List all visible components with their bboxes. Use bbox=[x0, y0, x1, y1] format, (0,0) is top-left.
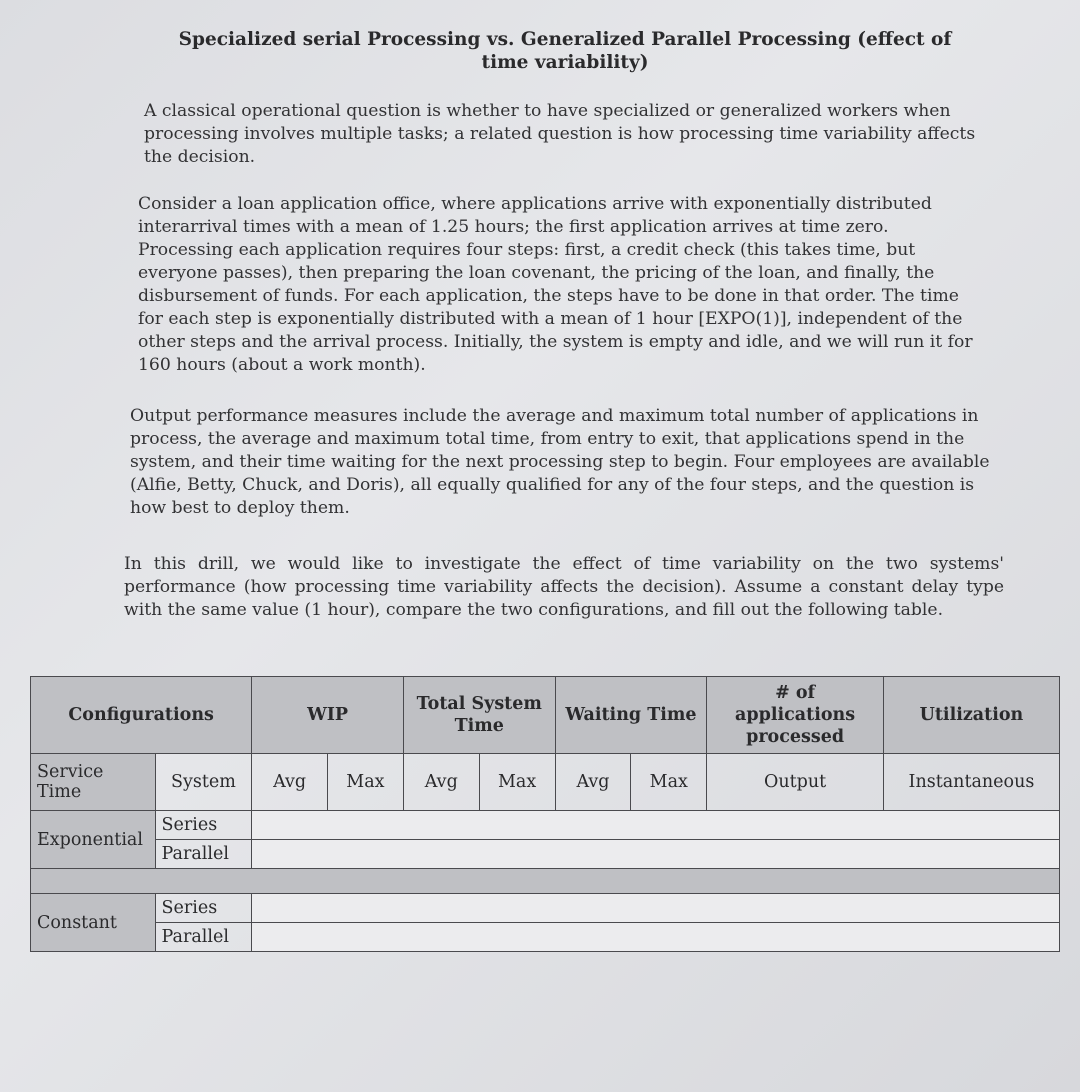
empty-cell[interactable] bbox=[252, 923, 1060, 952]
results-table bbox=[30, 676, 1060, 952]
subheader-output: Output bbox=[707, 754, 884, 811]
empty-cell[interactable] bbox=[252, 840, 1060, 869]
separator-cell bbox=[31, 869, 1060, 894]
row-system-parallel: Parallel bbox=[155, 923, 252, 952]
header-waiting-time: Waiting Time bbox=[555, 677, 707, 754]
paragraph-measures: Output performance measures include the average and maximum total number of applications in process, the average and maximum total time, from entry to exit, that applications spend in the system, and their time waiting for the next processing step to begin. Four employees are available (Alfie, Betty, Chuck, and Doris), all equally qualified for any of the four steps, and the question is how best to deploy them. bbox=[130, 406, 990, 518]
row-label-exponential: Exponential bbox=[31, 811, 156, 869]
row-system-series: Series bbox=[155, 894, 252, 923]
subheader-tst-avg: Avg bbox=[403, 754, 479, 811]
paragraph-intro: A classical operational question is whether to have specialized or generalized workers when processing involves multiple tasks; a related question is how processing time variability affects the decision. bbox=[144, 101, 976, 167]
header-total-system-time: Total System Time bbox=[403, 677, 555, 754]
header-wip: WIP bbox=[252, 677, 404, 754]
subheader-wip-max: Max bbox=[327, 754, 403, 811]
subheader-wip-avg: Avg bbox=[252, 754, 328, 811]
table-row bbox=[31, 923, 1060, 952]
row-system-parallel: Parallel bbox=[155, 840, 252, 869]
header-utilization: Utilization bbox=[883, 677, 1059, 754]
subheader-service-time: Service Time bbox=[31, 754, 156, 811]
header-configurations: Configurations bbox=[31, 677, 252, 754]
subheader-instantaneous: Instantaneous bbox=[883, 754, 1059, 811]
paragraph-scenario: Consider a loan application office, where applications arrive with exponentially distributed interarrival times with a mean of 1.25 hours; the first application arrives at time zero. Processing each application requires four steps: first, a credit check (this takes time, but everyone passes), then preparing the loan covenant, the pricing of the loan, and finally, the disbursement of funds. For each application, the steps have to be done in that order. The time for each step is exponentially distributed with a mean of 1 hour [EXPO(1)], independent of the other steps and the arrival process. Initially, the system is empty and idle, and we will run it for 160 hours (about a work month). bbox=[138, 194, 973, 375]
row-system-series: Series bbox=[155, 811, 252, 840]
header-applications-processed: # of applications processed bbox=[707, 677, 884, 754]
table-row bbox=[31, 894, 1060, 923]
row-label-constant: Constant bbox=[31, 894, 156, 952]
table-row bbox=[31, 811, 1060, 840]
table-subheader-row bbox=[31, 754, 1060, 811]
document-title: Specialized serial Processing vs. Generalized Parallel Processing (effect of time variability) bbox=[178, 29, 952, 73]
table-header-row bbox=[31, 677, 1060, 754]
subheader-wt-avg: Avg bbox=[555, 754, 631, 811]
subheader-tst-max: Max bbox=[479, 754, 555, 811]
subheader-system: System bbox=[155, 754, 252, 811]
empty-cell[interactable] bbox=[252, 811, 1060, 840]
table-row bbox=[31, 840, 1060, 869]
subheader-wt-max: Max bbox=[631, 754, 707, 811]
empty-cell[interactable] bbox=[252, 894, 1060, 923]
table-separator-row bbox=[31, 869, 1060, 894]
paragraph-drill: In this drill, we would like to investigate the effect of time variability on the two systems' performance (how processing time variability affects the decision). Assume a constant delay type with the same value (1 hour), compare the two configurations, and fill out the following table. bbox=[124, 554, 1004, 620]
